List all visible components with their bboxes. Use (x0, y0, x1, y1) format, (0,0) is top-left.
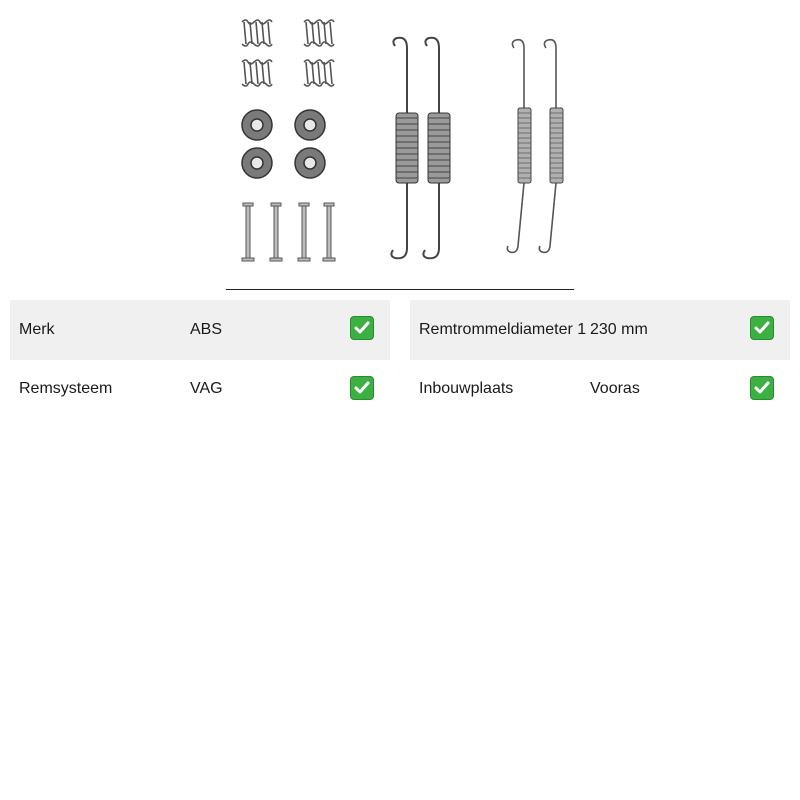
product-image (226, 8, 574, 290)
spec-row-mounting-position (410, 360, 790, 420)
check-mark-icon (350, 376, 374, 400)
spec-table-right (410, 300, 790, 420)
spec-label: Remtrommeldiameter 1 (419, 321, 587, 338)
check-mark-icon (750, 316, 774, 340)
small-spring-icon (242, 60, 272, 86)
spec-value: Vooras (590, 380, 640, 397)
spec-value: 230 mm (590, 321, 648, 338)
spec-row-brake-system (10, 360, 390, 420)
small-spring-icon (304, 20, 334, 46)
spec-label: Merk (19, 321, 55, 338)
spec-table-left (10, 300, 390, 420)
spec-label: Remsysteem (19, 380, 113, 397)
spec-row-brand (10, 300, 390, 360)
check-mark-icon (750, 376, 774, 400)
small-spring-icon (242, 20, 272, 46)
spec-value: ABS (190, 321, 223, 338)
small-spring-icon (304, 60, 334, 86)
spec-value: VAG (190, 380, 223, 397)
check-mark-icon (350, 316, 374, 340)
image-divider (226, 289, 574, 290)
brake-hardware-kit-icon (226, 8, 574, 290)
spec-label: Inbouwplaats (419, 380, 514, 397)
spec-row-drum-diameter (410, 300, 790, 360)
